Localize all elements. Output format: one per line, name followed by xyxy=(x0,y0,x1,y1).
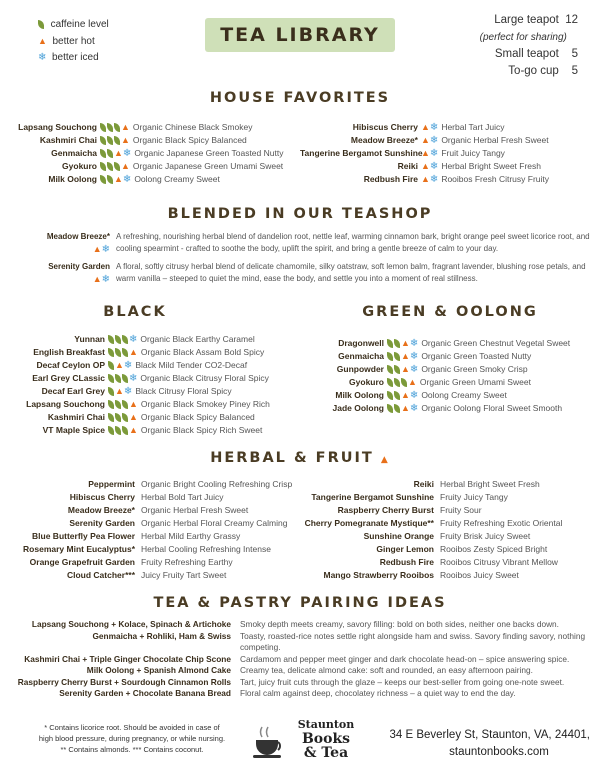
list-item: Gyokuro ▲ Organic Japanese Green Umami Sweet xyxy=(62,161,284,171)
list-item: Tangerine Bergamot Sunshine Fruity Juicy Tangy xyxy=(311,492,508,502)
list-item: Serenity Garden Organic Herbal Floral Creamy Calming xyxy=(69,518,288,528)
legend-iced: ❄ better iced xyxy=(38,52,99,63)
list-item: Serenity Garden ▲❄ A floral, softly citrusy herbal blend of delicate chamomile, silky oatstraw, soft lemon balm, fragrant lavender, blushing rose petals, and warm vanilla – steeped to quiet the mind, ease the body, and settle you into a moment of real stillness. xyxy=(48,262,586,285)
green-list xyxy=(298,337,570,415)
list-item: Orange Grapefruit Garden Fruity Refreshing Earthy xyxy=(29,557,233,567)
flame-icon: ▲ xyxy=(38,36,47,46)
list-item: English Breakfast ▲ Organic Black Assam Bold Spicy xyxy=(33,347,265,357)
list-item: Hibiscus Cherry Herbal Bold Tart Juicy xyxy=(69,492,224,502)
list-item: Redbush Fire ▲❄ Rooibos Fresh Citrusy Fruity xyxy=(363,174,550,185)
herbal-left-list xyxy=(10,478,292,582)
flame-icon: ▲ xyxy=(380,455,390,465)
store-logo: Staunton Books & Tea xyxy=(297,718,355,761)
legend-caffeine: caffeine level xyxy=(38,17,109,33)
list-item: Yunnan ❄ Organic Black Earthy Caramel xyxy=(74,334,255,345)
page-title: TEA LIBRARY xyxy=(220,24,380,46)
list-item: Cloud Catcher*** Juicy Fruity Tart Sweet xyxy=(66,570,227,580)
legend-hot: ▲ better hot xyxy=(38,36,95,47)
list-item: Decaf Ceylon OP ▲❄ Black Mild Tender CO2-Decaf xyxy=(36,360,248,371)
list-item: Hibiscus Cherry ▲❄ Herbal Tart Juicy xyxy=(352,122,505,133)
section-black: BLACK xyxy=(103,304,167,320)
list-item: Sunshine Orange Fruity Brisk Juicy Sweet xyxy=(363,531,531,541)
list-item: Lapsang Souchong + Kolace, Spinach & Artichoke Smoky depth meets creamy, savory filling: bold on both sides, neither one backs down. xyxy=(31,619,559,629)
store-address: 34 E Beverley St, Staunton, VA, 24401, stauntonbooks.com xyxy=(368,727,590,761)
section-house-favorites: HOUSE FAVORITES xyxy=(209,90,391,106)
section-pairings: TEA & PASTRY PAIRING IDEAS xyxy=(153,595,447,611)
list-item: Blue Butterfly Pea Flower Herbal Mild Earthy Grassy xyxy=(32,531,241,541)
list-item: Redbush Fire Rooibos Citrusy Vibrant Mellow xyxy=(379,557,558,567)
list-item: Meadow Breeze* ▲❄ Organic Herbal Fresh Sweet xyxy=(350,135,549,146)
pairing-list xyxy=(10,619,590,700)
list-item: Earl Grey CLassic ❄ Organic Black Citrusy Floral Spicy xyxy=(32,373,269,384)
blended-list xyxy=(10,231,590,286)
price-list: Large teapot 12 (perfect for sharing) Small teapot 5 To-go cup 5 xyxy=(479,14,578,77)
list-item: Kashmiri Chai + Triple Ginger Chocolate Chip Scone Cardamom and pepper meet ginger and dark chocolate head-on – spice answering spice. xyxy=(24,653,570,664)
list-item: Jade Oolong ▲❄ Organic Oolong Floral Sweet Smooth xyxy=(332,403,563,414)
list-item: Raspberry Cherry Burst Fruity Sour xyxy=(337,505,482,515)
footnote: * Contains licorice root. Should be avoided in case of high blood pressure, during pregnancy, or while nursing. ** Contains almonds. *** Contains coconut. xyxy=(38,723,226,754)
section-green-oolong: GREEN & OOLONG xyxy=(362,304,538,320)
list-item: Lapsang Souchong ▲ Organic Black Smokey Piney Rich xyxy=(26,399,270,409)
list-item: Cherry Pomegranate Mystique** Fruity Refreshing Exotic Oriental xyxy=(304,518,563,528)
list-item: Meadow Breeze* ▲❄ A refreshing, nourishing herbal blend of dandelion root, nettle leaf, warming cinnamon bark, bright orange peel sweet licorice root, and cooling spearmint - crafted to soothe the body, uplift the spirit, and bring a gentle breeze of calm to your day. xyxy=(46,232,590,255)
list-item: Lapsang Souchong ▲ Organic Chinese Black Smokey xyxy=(18,122,253,132)
list-item: Genmaicha ▲❄ Organic Japanese Green Toasted Nutty xyxy=(51,148,284,159)
list-item: Reiki Herbal Bright Sweet Fresh xyxy=(413,479,540,489)
list-item: Rosemary Mint Eucalyptus* Herbal Cooling Refreshing Intense xyxy=(23,544,271,554)
list-item: Milk Oolong ▲❄ Oolong Creamy Sweet xyxy=(335,390,507,401)
section-herbal-fruit: HERBAL & FRUIT ▲ xyxy=(210,450,390,466)
list-item: Mango Strawberry Rooibos Rooibos Juicy Sweet xyxy=(323,570,519,580)
list-item: Peppermint Organic Bright Cooling Refreshing Crisp xyxy=(88,479,293,489)
legend xyxy=(38,17,109,66)
house-left-list xyxy=(10,121,283,186)
list-item: Kashmiri Chai ▲ Organic Black Spicy Balanced xyxy=(47,412,255,422)
list-item: Milk Oolong ▲❄ Oolong Creamy Sweet xyxy=(48,174,220,185)
list-item: Raspberry Cherry Burst + Sourdough Cinnamon Rolls Tart, juicy fruit cuts through the glaze – keeps our best-seller from going one-note sweet. xyxy=(17,676,565,687)
list-item: Decaf Earl Grey ▲❄ Black Citrusy Floral Spicy xyxy=(41,386,232,397)
list-item: Reiki ▲❄ Herbal Bright Sweet Fresh xyxy=(397,161,541,172)
list-item: Gunpowder ▲❄ Organic Green Smoky Crisp xyxy=(336,364,528,375)
section-blended: BLENDED IN OUR TEASHOP xyxy=(167,206,433,222)
list-item: Meadow Breeze* Organic Herbal Fresh Sweet xyxy=(67,505,249,515)
list-item: Ginger Lemon Rooibos Zesty Spiced Bright xyxy=(376,544,548,554)
snowflake-icon: ❄ xyxy=(38,52,47,63)
herbal-right-list xyxy=(300,478,562,582)
list-item: Dragonwell ▲❄ Organic Green Chestnut Vegetal Sweet xyxy=(338,338,571,349)
teacup-icon xyxy=(250,722,290,762)
list-item: Genmaicha + Rohliki, Ham & Swiss Toasty, roasted-rice notes settle right alongside ham and swiss. Savory finding savory, nothing competing. xyxy=(92,630,586,652)
list-item: VT Maple Spice ▲ Organic Black Spicy Rich Sweet xyxy=(42,425,263,435)
list-item: Tangerine Bergamot Sunshine▲❄ Fruit Juicy Tangy xyxy=(300,148,505,159)
list-item: Milk Oolong + Spanish Almond Cake Creamy tea, delicate almond cake: soft and rounded, an easy afternoon pairing. xyxy=(86,665,533,675)
black-list xyxy=(10,333,270,437)
leaf-icon xyxy=(38,20,44,29)
list-item: Gyokuro ▲ Organic Green Umami Sweet xyxy=(349,377,531,387)
house-right-list xyxy=(300,121,549,186)
website-link[interactable]: stauntonbooks.com xyxy=(449,746,549,758)
list-item: Serenity Garden + Chocolate Banana Bread Floral calm against deep, chocolatey richness – a quiet way to end the day. xyxy=(59,688,516,698)
list-item: Kashmiri Chai ▲ Organic Black Spicy Balanced xyxy=(39,135,247,145)
list-item: Genmaicha ▲❄ Organic Green Toasted Nutty xyxy=(338,351,532,362)
